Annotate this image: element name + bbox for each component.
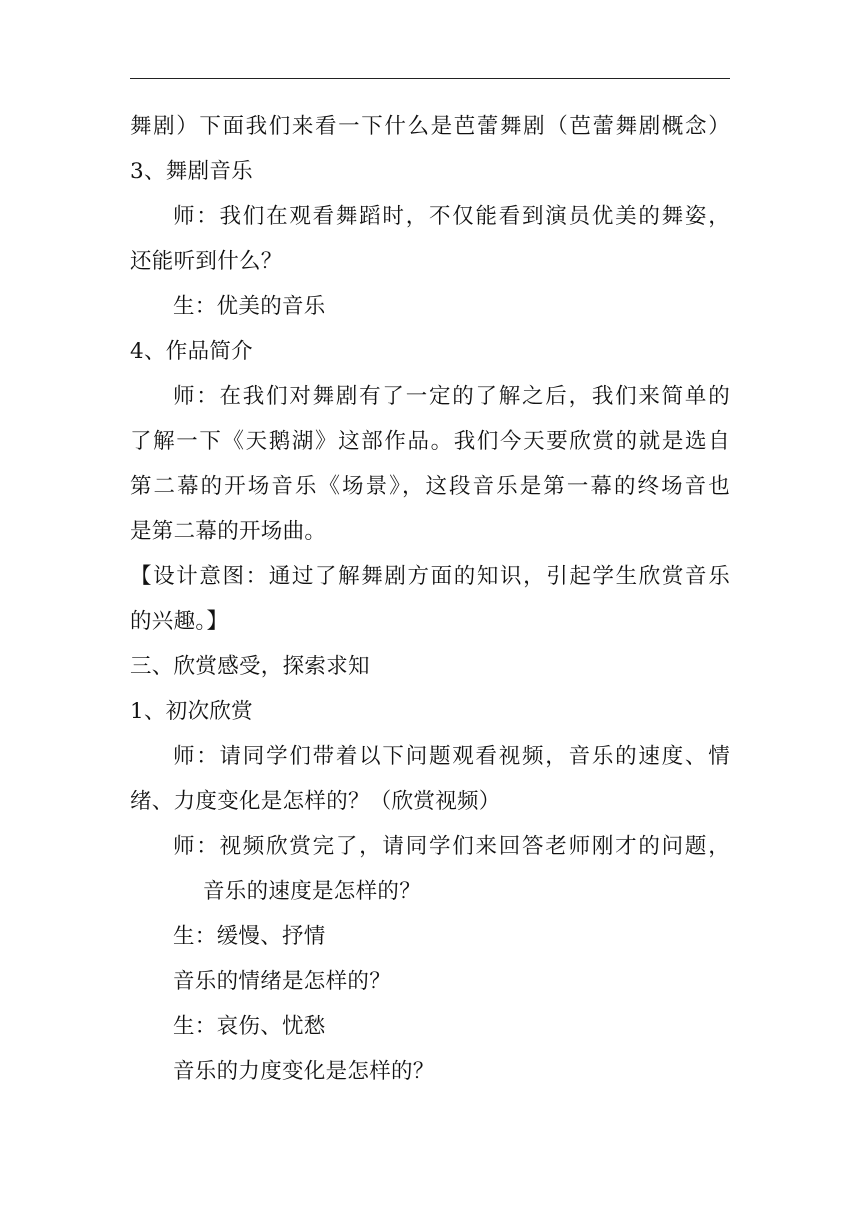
paragraph-line: 师：在我们对舞剧有了一定的了解之后，我们来简单的 (173, 384, 730, 409)
design-intent-line: 【设计意图：通过了解舞剧方面的知识，引起学生欣赏音乐 (130, 564, 730, 589)
document-body (130, 104, 730, 1094)
paragraph-line: 师：我们在观看舞蹈时，不仅能看到演员优美的舞姿， (173, 204, 730, 229)
section-heading: 4、作品简介 (130, 339, 253, 364)
paragraph-line: 舞剧）下面我们来看一下什么是芭蕾舞剧（芭蕾舞剧概念） (130, 114, 730, 139)
paragraph-line: 生：缓慢、抒情 (173, 924, 326, 949)
paragraph-line: 音乐的速度是怎样的？ (203, 879, 422, 904)
paragraph-line: 第二幕的开场音乐《场景》，这段音乐是第一幕的终场音也 (130, 474, 730, 499)
paragraph-line: 绪、力度变化是怎样的？（欣赏视频） (130, 789, 501, 814)
paragraph-line: 生：哀伤、忧愁 (173, 1014, 326, 1039)
header-rule (130, 78, 730, 79)
paragraph-line: 音乐的力度变化是怎样的？ (173, 1059, 435, 1084)
paragraph-line: 师：请同学们带着以下问题观看视频，音乐的速度、情 (173, 744, 730, 769)
section-heading: 1、初次欣赏 (130, 699, 253, 724)
design-intent-line: 的兴趣。】 (130, 609, 229, 634)
paragraph-line: 生：优美的音乐 (173, 294, 326, 319)
paragraph-line: 是第二幕的开场曲。 (130, 519, 327, 544)
paragraph-line: 了解一下《天鹅湖》这部作品。我们今天要欣赏的就是选自 (130, 429, 730, 454)
paragraph-line: 音乐的情绪是怎样的？ (173, 969, 392, 994)
section-heading: 3、舞剧音乐 (130, 159, 253, 184)
paragraph-line: 师：视频欣赏完了，请同学们来回答老师刚才的问题， (173, 834, 730, 859)
paragraph-line: 还能听到什么？ (130, 249, 283, 274)
section-heading: 三、欣赏感受，探索求知 (130, 654, 370, 679)
